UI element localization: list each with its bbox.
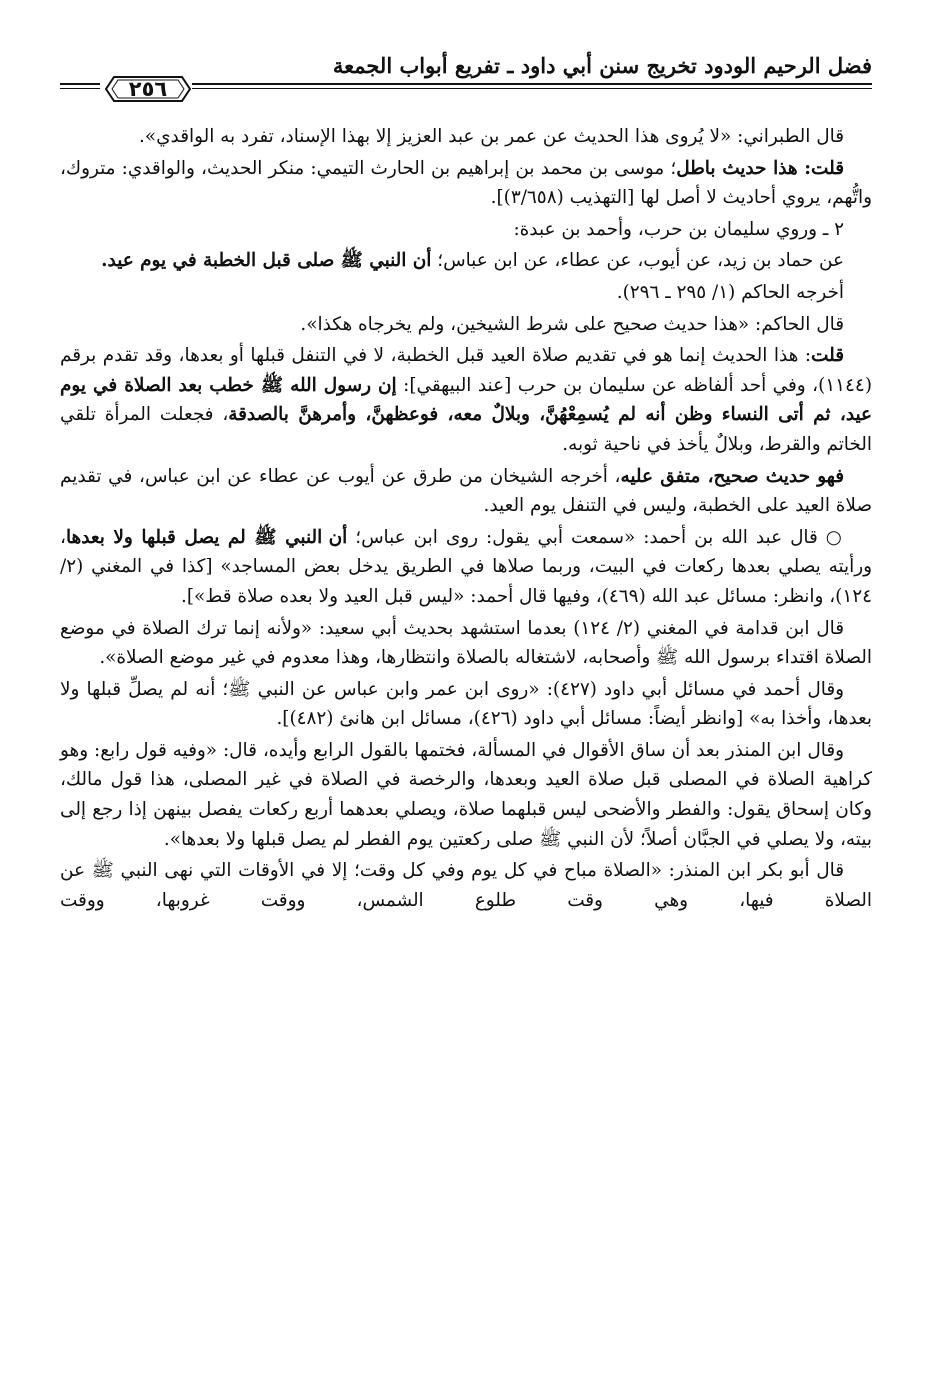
bold-text-segment: إن رسول الله ﷺ خطب بعد الصلاة في يوم عيد، ثم أتى النساء وظن أنه لم يُسمِعْهُنَّ، وبلالٌ معه، فوعظهنَّ، وأمرهنَّ بالصدقة [60, 374, 873, 426]
paragraph [60, 614, 872, 673]
header-rule-left-lower [60, 88, 100, 89]
text-segment: ، أخرجه الشيخان من طرق عن أيوب عن عطاء عن ابن عباس، في تقديم صلاة العيد على الخطبة، وليس في التنفل يوم العيد. [60, 465, 872, 517]
text-segment: : هذا الحديث إنما هو في تقديم صلاة العيد قبل الخطبة، لا في التنفل قبلها أو بعدها، وقد تقدم برقم (١١٤٤)، وفي أحد ألفاظه عن سليمان بن حرب [عند البيهقي]: [60, 345, 872, 396]
text-segment: ، فجعلت المرأة تلقي الخاتم والقرط، وبلالٌ يأخذ في ناحية ثوبه. [60, 404, 872, 455]
text-segment: وقال أحمد في مسائل أبي داود (٤٢٧): «روى ابن عمر وابن عباس عن النبي ﷺ؛ أنه لم يصلِّ قبلها ولا بعدها، وأخذا به» [وانظر أيضاً: مسائل أبي داود (٤٢٦)، مسائل ابن هانئ (٤٨٢)]. [60, 678, 872, 730]
running-title: فضل الرحيم الودود تخريج سنن أبي داود ـ تفريع أبواب الجمعة [332, 53, 872, 78]
paragraph [60, 215, 872, 245]
page [60, 52, 872, 1352]
text-segment: وقال ابن المنذر بعد أن ساق الأقوال في المسألة، فختمها بالقول الرابع وأيده، قال: «وفيه قول رابع: وهو كراهية الصلاة في المصلى قبل صلاة العيد وبعدها، والرخصة في الصلاة في غير المصلى، هذا قول مالك، وكان إسحاق يقول: والفطر والأضحى ليس قبلهما صلاة، ويصلي بعدهما أربع ركعات يفصل بينهن إذا رجع إلى بيته، ولا يصلي في الجبَّان أصلاً؛ لأن النبي ﷺ صلى ركعتين يوم الفطر لم يصل قبلها ولا بعدها». [60, 739, 872, 850]
page-number: ٢٥٦ [128, 77, 168, 101]
text-segment: قال أبو بكر ابن المنذر: «الصلاة مباح في كل يوم وفي كل وقت؛ إلا في الأوقات التي نهى النبي ﷺ عن الصلاة فيها، وهي وقت طلوع الشمس، ووقت غروبها، ووقت [60, 860, 872, 911]
paragraph [60, 278, 872, 308]
paragraph [60, 736, 872, 854]
bold-text-segment: أن النبي ﷺ صلى قبل الخطبة في يوم عيد. [101, 250, 432, 272]
text-segment: قال الحاكم: «هذا حديث صحيح على شرط الشيخين، ولم يخرجاه هكذا». [300, 313, 844, 335]
text-segment: ؛ موسى بن محمد بن إبراهيم بن الحارث التيمي: منكر الحديث، والواقدي: متروك، واتُّهم، يروي أحاديث لا أصل لها [التهذيب (٣/٦٥٨)]. [60, 157, 872, 209]
bold-text-segment: فهو حديث صحيح، متفق عليه [620, 465, 844, 487]
paragraph [60, 523, 872, 612]
paragraph [60, 246, 872, 276]
text-segment: قال ابن قدامة في المغني (٢/ ١٢٤) بعدما استشهد بحديث أبي سعيد: «ولأنه إنما ترك الصلاة في موضع الصلاة اقتداء برسول الله ﷺ وأصحابه، لاشتغاله بالصلاة وانتظارها، وهذا معدوم في غير موضع الصلاة». [60, 617, 872, 669]
bold-text-segment: قلت [811, 345, 844, 367]
bold-text-segment: قلت: هذا حديث باطل [676, 157, 844, 179]
text-segment: ، ورأيته يصلي بعدها ركعات في البيت، وربما صلاها في الطريق يدخل بعض المساجد» [كذا في المغني (٢/ ١٢٤)، وانظر: مسائل عبد الله (٤٦٩)، وفيها قال أحمد: «ليس قبل العيد ولا بعده صلاة قط»]. [60, 526, 872, 607]
paragraph [60, 675, 872, 734]
text-segment: أخرجه الحاكم (١/ ٢٩٥ ـ ٢٩٦). [616, 281, 844, 303]
header-rule-lower [192, 88, 872, 89]
paragraph [60, 856, 872, 915]
text-segment: ٢ ـ وروي سليمان بن حرب، وأحمد بن عبدة: [513, 218, 844, 240]
paragraph [60, 341, 872, 459]
header-rule-upper [192, 83, 872, 85]
text-segment: عن حماد بن زيد، عن أيوب، عن عطاء، عن ابن عباس؛ [431, 250, 844, 272]
text-segment: ○ قال عبد الله بن أحمد: «سمعت أبي يقول: روى ابن عباس؛ [347, 526, 844, 548]
paragraph [60, 462, 872, 521]
bold-text-segment: أن النبي ﷺ لم يصل قبلها ولا بعدها [65, 526, 348, 548]
page-header [60, 52, 872, 108]
text-segment: قال الطبراني: «لا يُروى هذا الحديث عن عمر بن عبد العزيز إلا بهذا الإسناد، تفرد به الواقدي». [139, 126, 844, 147]
header-rule-left-upper [60, 83, 100, 85]
paragraph [60, 154, 872, 213]
body-text [60, 122, 872, 915]
paragraph [60, 310, 872, 340]
paragraph [60, 122, 872, 152]
page-number-frame [104, 74, 192, 104]
